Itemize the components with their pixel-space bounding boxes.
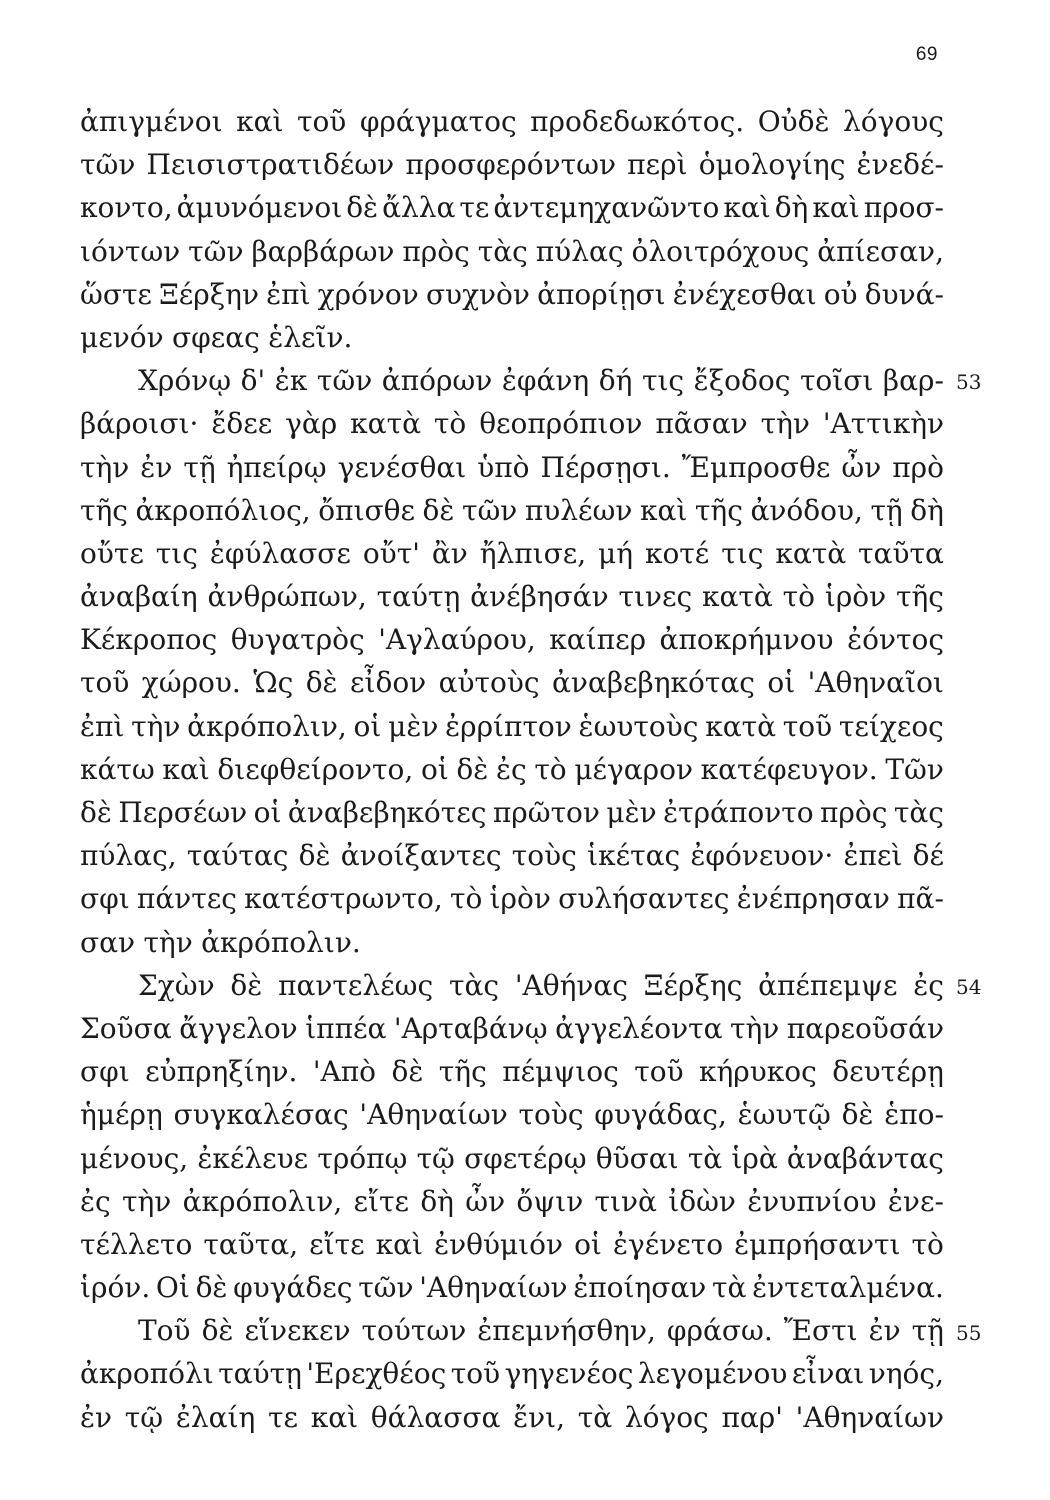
- text-line: σαν τὴν ἀκρόπολιν.: [80, 925, 361, 959]
- body-text: [80, 100, 944, 1439]
- text-line: ὥστε Ξέρξην ἐπὶ χρόνον συχνὸν ἀπορίῃσι ἐνέχεσθαι οὐ δυνά-: [80, 277, 944, 311]
- text-line: ἐπὶ τὴν ἀκρόπολιν, οἱ μὲν ἐρρίπτον ἑωυτοὺς κατὰ τοῦ τείχεος: [80, 709, 944, 743]
- text-line: Σχὼν δὲ παντελέως τὰς 'Αθήνας Ξέρξης ἀπέπεμψε ἐς: [138, 968, 944, 1002]
- section-number: 54: [956, 975, 982, 999]
- text-line: τῶν Πεισιστρατιδέων προσφερόντων περὶ ὁμολογίης ἐνεδέ-: [80, 148, 944, 182]
- text-line: Χρόνῳ δ' ἐκ τῶν ἀπόρων ἐφάνη δή τις ἔξοδος τοῖσι βαρ-: [138, 364, 944, 398]
- text-line: κοντο, ἀμυνόμενοι δὲ ἄλλα τε ἀντεμηχανῶντο καὶ δὴ καὶ προσ-: [80, 191, 944, 225]
- text-line: Σοῦσα ἄγγελον ἱππέα 'Αρταβάνῳ ἀγγελέοντα τὴν παρεοῦσάν: [80, 1011, 944, 1045]
- text-line: τῆς ἀκροπόλιος, ὄπισθε δὲ τῶν πυλέων καὶ τῆς ἀνόδου, τῇ δὴ: [80, 493, 944, 527]
- text-line: μένους, ἐκέλευε τρόπῳ τῷ σφετέρῳ θῦσαι τὰ ἱρὰ ἀναβάντας: [80, 1141, 944, 1175]
- text-line: ἱρόν. Οἱ δὲ φυγάδες τῶν 'Αθηναίων ἐποίησαν τὰ ἐντεταλμένα.: [80, 1271, 944, 1305]
- text-line: οὔτε τις ἐφύλασσε οὔτ' ἂν ἤλπισε, μή κοτέ τις κατὰ ταῦτα: [80, 536, 944, 570]
- text-line: τέλλετο ταῦτα, εἴτε καὶ ἐνθύμιόν οἱ ἐγένετο ἐμπρήσαντι τὸ: [80, 1227, 944, 1261]
- page-number: 69: [915, 44, 938, 65]
- text-line: ἡμέρῃ συγκαλέσας 'Αθηναίων τοὺς φυγάδας, ἑωυτῷ δὲ ἑπο-: [80, 1098, 944, 1132]
- text-line: πύλας, ταύτας δὲ ἀνοίξαντες τοὺς ἱκέτας ἐφόνευον· ἐπεὶ δέ: [80, 839, 944, 873]
- text-line: ιόντων τῶν βαρβάρων πρὸς τὰς πύλας ὀλοιτρόχους ἀπίεσαν,: [80, 234, 944, 268]
- section-number: 53: [956, 370, 982, 395]
- text-line: ἐν τῷ ἐλαίη τε καὶ θάλασσα ἔνι, τὰ λόγος παρ' 'Αθηναίων: [80, 1400, 944, 1434]
- text-line: σφι εὐπρηξίην. 'Απὸ δὲ τῆς πέμψιος τοῦ κήρυκος δευτέρῃ: [80, 1055, 944, 1089]
- text-line: Κέκροπος θυγατρὸς 'Αγλαύρου, καίπερ ἀποκρήμνου ἐόντος: [80, 623, 944, 657]
- text-line: δὲ Περσέων οἱ ἀναβεβηκότες πρῶτον μὲν ἐτράποντο πρὸς τὰς: [80, 796, 944, 829]
- text-line: ἀναβαίη ἀνθρώπων, ταύτῃ ἀνέβησάν τινες κατὰ τὸ ἱρὸν τῆς: [80, 580, 944, 614]
- text-line: ἀπιγμένοι καὶ τοῦ φράγματος προδεδωκότος. Οὐδὲ λόγους: [80, 105, 944, 138]
- text-line: τοῦ χώρου. Ὡς δὲ εἶδον αὐτοὺς ἀναβεβηκότας οἱ 'Αθηναῖοι: [80, 666, 944, 700]
- text-line: σφι πάντες κατέστρωντο, τὸ ἱρὸν συλήσαντες ἐνέπρησαν πᾶ-: [80, 882, 944, 916]
- text-line: βάροισι· ἔδεε γὰρ κατὰ τὸ θεοπρόπιον πᾶσαν τὴν 'Αττικὴν: [80, 407, 944, 441]
- text-line: ἐς τὴν ἀκρόπολιν, εἴτε δὴ ὦν ὄψιν τινὰ ἰδὼν ἐνυπνίου ἐνε-: [80, 1184, 944, 1218]
- section-number: 55: [956, 1320, 982, 1345]
- text-line: Τοῦ δὲ εἵνεκεν τούτων ἐπεμνήσθην, φράσω. Ἔστι ἐν τῇ: [138, 1314, 944, 1348]
- text-line: ἀκροπόλι ταύτῃ 'Ερεχθέος τοῦ γηγενέος λεγομένου εἶναι νηός,: [80, 1357, 944, 1391]
- text-line: τὴν ἐν τῇ ἠπείρῳ γενέσθαι ὑπὸ Πέρσῃσι. Ἔμπροσθε ὦν πρὸ: [80, 450, 944, 484]
- text-line: μενόν σφεας ἑλεῖν.: [80, 320, 353, 354]
- text-line: κάτω καὶ διεφθείροντο, οἱ δὲ ἐς τὸ μέγαρον κατέφευγον. Τῶν: [80, 752, 944, 786]
